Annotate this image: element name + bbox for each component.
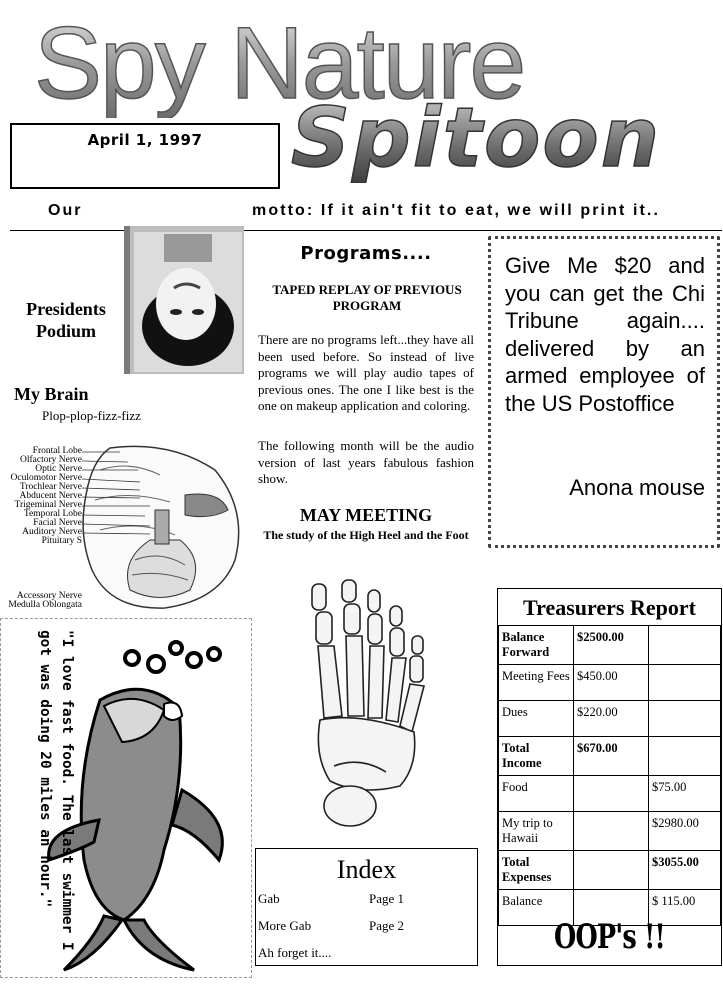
index-page: Page 1 [369,891,405,906]
table-cell-income: $2500.00 [574,626,649,665]
table-cell-expense [649,701,721,737]
foot-skeleton-illustration [290,576,440,832]
brain-label: Oculomotor Nerve [10,473,82,483]
motto-lead: Our [48,202,83,219]
table-cell-expense [649,737,721,776]
shark-quote: "I love fast food. The last swimmer I got was doing 20 miles an hour." [37,630,75,951]
table-cell-income: $450.00 [574,665,649,701]
index-item: More Gab [258,918,312,933]
table-cell-expense [649,665,721,701]
table-cell-expense: $3055.00 [649,851,721,890]
table-cell-label: My trip to Hawaii [499,812,574,851]
table-row [499,665,721,701]
my-brain-heading: My Brain [14,384,89,404]
table-row [499,701,721,737]
brain-label: Olfactory Nerve [20,455,82,465]
oops-footer: OOP's !! [553,917,666,957]
table-row [499,851,721,890]
table-cell-label: Total Expenses [499,851,574,890]
table-cell-expense: $ 115.00 [649,890,721,926]
motto-text: motto: If it ain't fit to eat, we will print it.. [252,202,661,219]
table-cell-label: Balance Forward [499,626,574,665]
programs-subheading: TAPED REPLAY OF PREVIOUS PROGRAM [272,282,462,313]
table-cell-expense: $2980.00 [649,812,721,851]
treasurers-table [498,625,721,926]
title-bottom-text: Spitoon [291,91,662,183]
ad-signature: Anona mouse [569,475,705,500]
table-cell-label: Balance [499,890,574,926]
brain-label-list-bottom [0,592,82,610]
brain-label: Auditory Nerve [22,527,82,537]
brain-label: Trochlear Nerve [19,482,82,492]
treasurers-report [497,588,722,966]
table-cell-income: $220.00 [574,701,649,737]
table-cell-expense: $75.00 [649,776,721,812]
brain-label: Frontal Lobe [32,446,82,456]
programs-paragraph-2: The following month will be the audio version of last years fabulous fashion show. [258,438,474,486]
brain-label: Temporal Lobe [23,509,82,519]
index-heading: Index [336,855,397,884]
header-rule [10,230,722,231]
title-top-text: Spy Nature [34,8,525,118]
may-meeting-heading: MAY MEETING [299,505,433,525]
treasurers-report-heading: Treasurers Report [523,595,696,620]
table-cell-label: Total Income [499,737,574,776]
table-cell-income [574,851,649,890]
table-cell-expense [649,626,721,665]
brain-label: Medulla Oblongata [8,600,82,610]
table-cell-label: Dues [499,701,574,737]
brain-label: Pituitary S [41,536,82,546]
table-cell-income [574,812,649,851]
table-row [499,812,721,851]
brain-label: Abducent Nerve [19,491,82,501]
table-cell-income: $670.00 [574,737,649,776]
brain-label: Optic Nerve [35,464,82,474]
table-cell-label: Meeting Fees [499,665,574,701]
index-item: Gab [258,891,280,906]
brain-label: Accessory Nerve [16,591,82,601]
index-box [255,848,478,966]
date-box [10,123,280,189]
brain-label: Trigeminal Nerve [14,500,82,510]
index-page: Page 2 [369,918,405,933]
ad-text: Give Me $20 and you can get the Chi Tribune again.... delivered by an armed employee of the US Postoffice [505,253,705,416]
presidents-podium-heading: Presidents Podium [26,299,106,341]
brain-label: Facial Nerve [33,518,82,528]
table-row [499,737,721,776]
programs-paragraph-1: There are no programs left...they have all been used before. So instead of live programs we will play audio tapes of previous ones. The one I like best is the one on makeup application and coloring. [258,332,474,413]
my-brain-subtitle: Plop-plop-fizz-fizz [42,408,141,423]
table-row [499,776,721,812]
may-meeting-subheading: The study of the High Heel and the Foot [263,528,469,542]
brain-label-list [0,447,82,546]
programs-heading: Programs.... [300,243,432,264]
issue-date: April 1, 1997 [87,131,203,149]
table-row [499,626,721,665]
table-cell-income [574,776,649,812]
index-item: Ah forget it.... [258,945,332,960]
president-photo [124,226,244,374]
title-spitoon [285,88,685,183]
table-cell-label: Food [499,776,574,812]
